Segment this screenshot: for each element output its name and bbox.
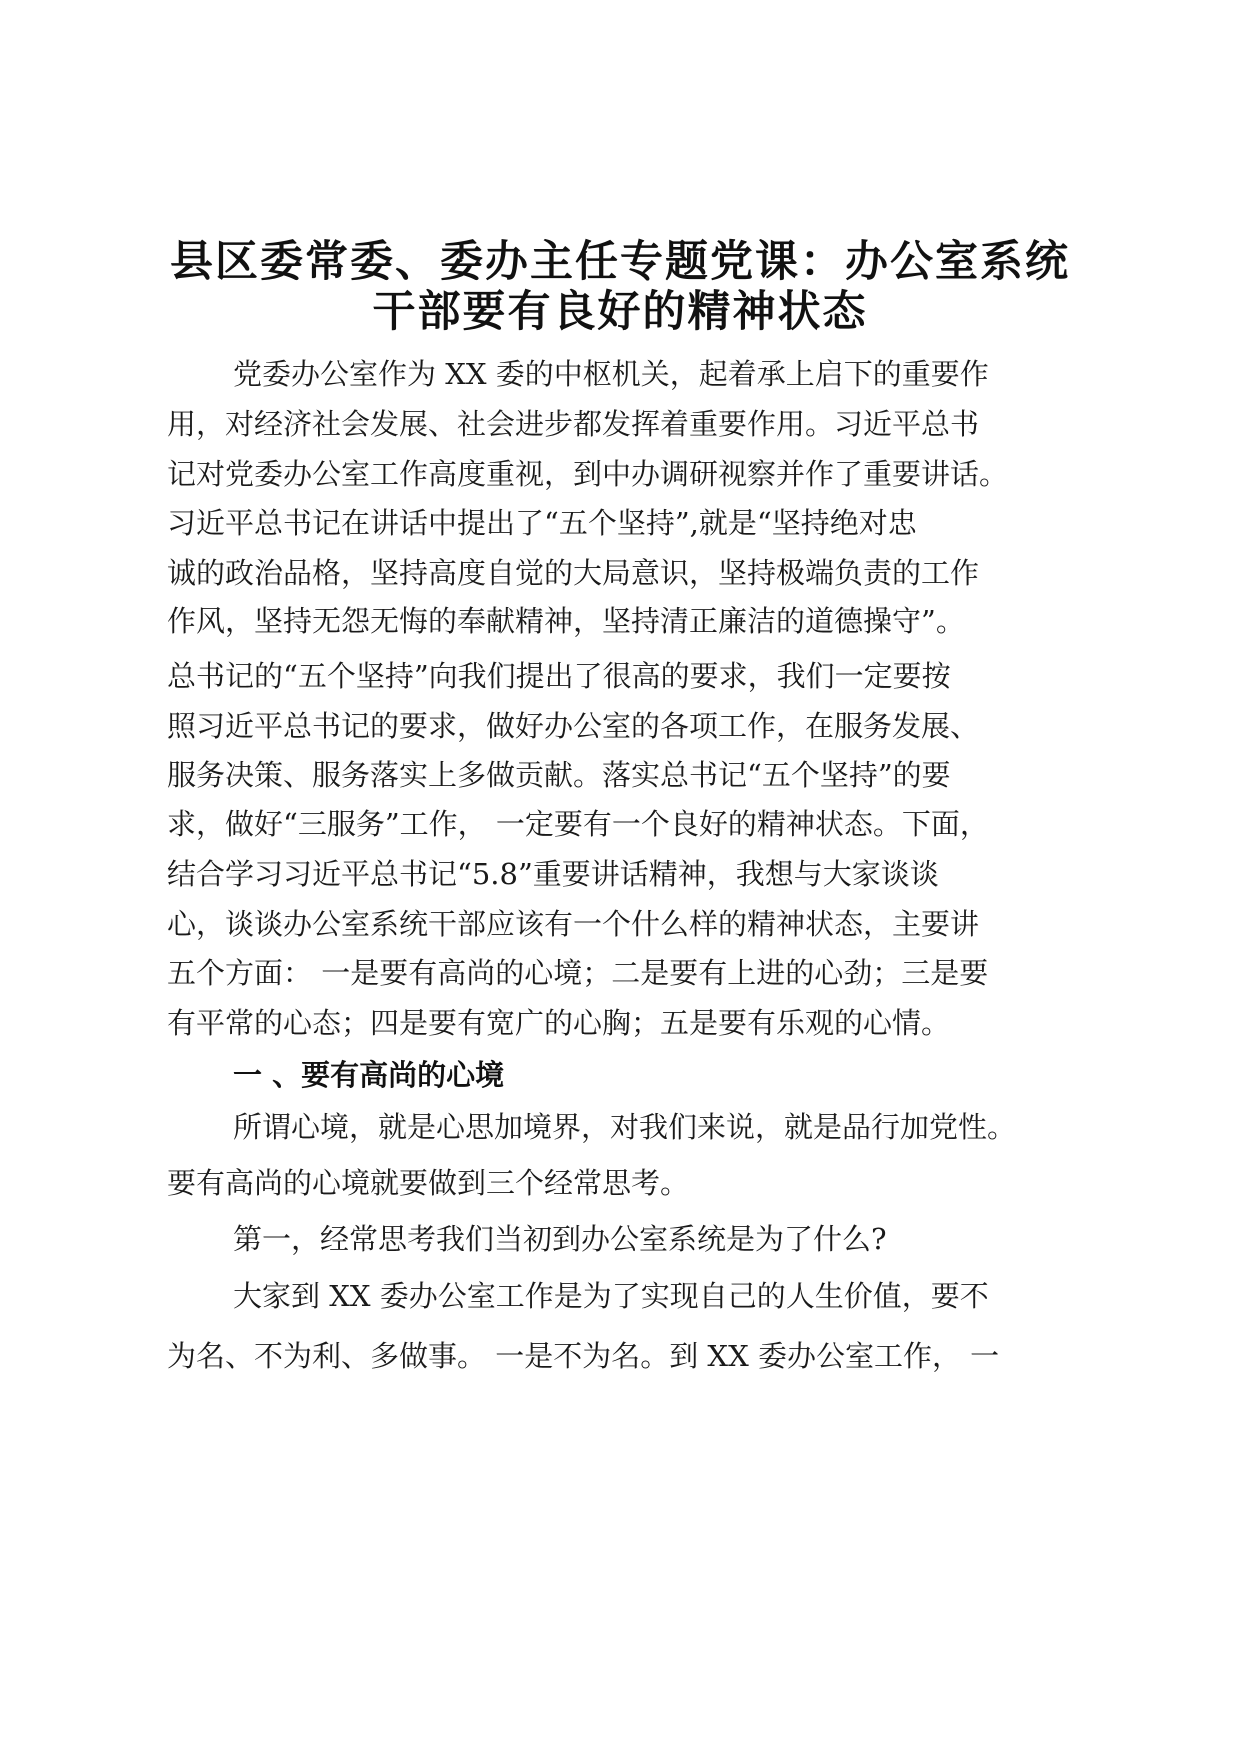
body-line-3: 记对党委办公室工作高度重视，到中办调研视察并作了重要讲话。 xyxy=(167,457,1009,491)
body-line-12: 心，谈谈办公室系统干部应该有一个什么样的精神状态，主要讲 xyxy=(167,907,980,941)
body-line-7: 总书记的“五个坚持”向我们提出了很高的要求，我们一定要按 xyxy=(167,659,951,693)
body-line-1: 党委办公室作为 XX 委的中枢机关，起着承上启下的重要作 xyxy=(233,357,989,391)
body-line-11: 结合学习习近平总书记“5.8”重要讲话精神，我想与大家谈谈 xyxy=(167,857,939,891)
body-line-6: 作风，坚持无怨无悔的奉献精神，坚持清正廉洁的道德操守”。 xyxy=(167,604,965,638)
body-line-4: 习近平总书记在讲话中提出了“五个坚持”,就是“坚持绝对忠 xyxy=(167,506,917,540)
body-line-10: 求，做好“三服务”工作， 一定要有一个良好的精神状态。下面， xyxy=(167,807,989,841)
section-heading: 一 、要有高尚的心境 xyxy=(233,1058,505,1092)
body-line-9: 服务决策、服务落实上多做贡献。落实总书记“五个坚持”的要 xyxy=(167,758,951,792)
section-line-2: 要有高尚的心境就要做到三个经常思考。 xyxy=(167,1166,690,1200)
body-line-8: 照习近平总书记的要求，做好办公室的各项工作，在服务发展、 xyxy=(167,709,980,743)
body-line-13: 五个方面： 一是要有高尚的心境；二是要有上进的心劲；三是要 xyxy=(167,956,989,990)
body-line-2: 用，对经济社会发展、社会进步都发挥着重要作用。习近平总书 xyxy=(167,407,980,441)
body-line-5: 诚的政治品格，坚持高度自觉的大局意识，坚持极端负责的工作 xyxy=(167,556,980,590)
section-line-5: 为名、不为利、多做事。 一是不为名。到 XX 委办公室工作， 一 xyxy=(167,1339,1000,1373)
section-line-4: 大家到 XX 委办公室工作是为了实现自己的人生价值，要不 xyxy=(233,1279,989,1313)
body-line-14: 有平常的心态；四是要有宽广的心胸；五是要有乐观的心情。 xyxy=(167,1006,951,1040)
section-line-3: 第一，经常思考我们当初到办公室系统是为了什么? xyxy=(233,1222,887,1256)
section-line-1: 所谓心境，就是心思加境界，对我们来说，就是品行加党性。 xyxy=(233,1110,1017,1144)
document-title-line-1: 县区委常委、委办主任专题党课：办公室系统 xyxy=(170,237,1070,287)
document-title-line-2: 干部要有良好的精神状态 xyxy=(372,287,868,337)
